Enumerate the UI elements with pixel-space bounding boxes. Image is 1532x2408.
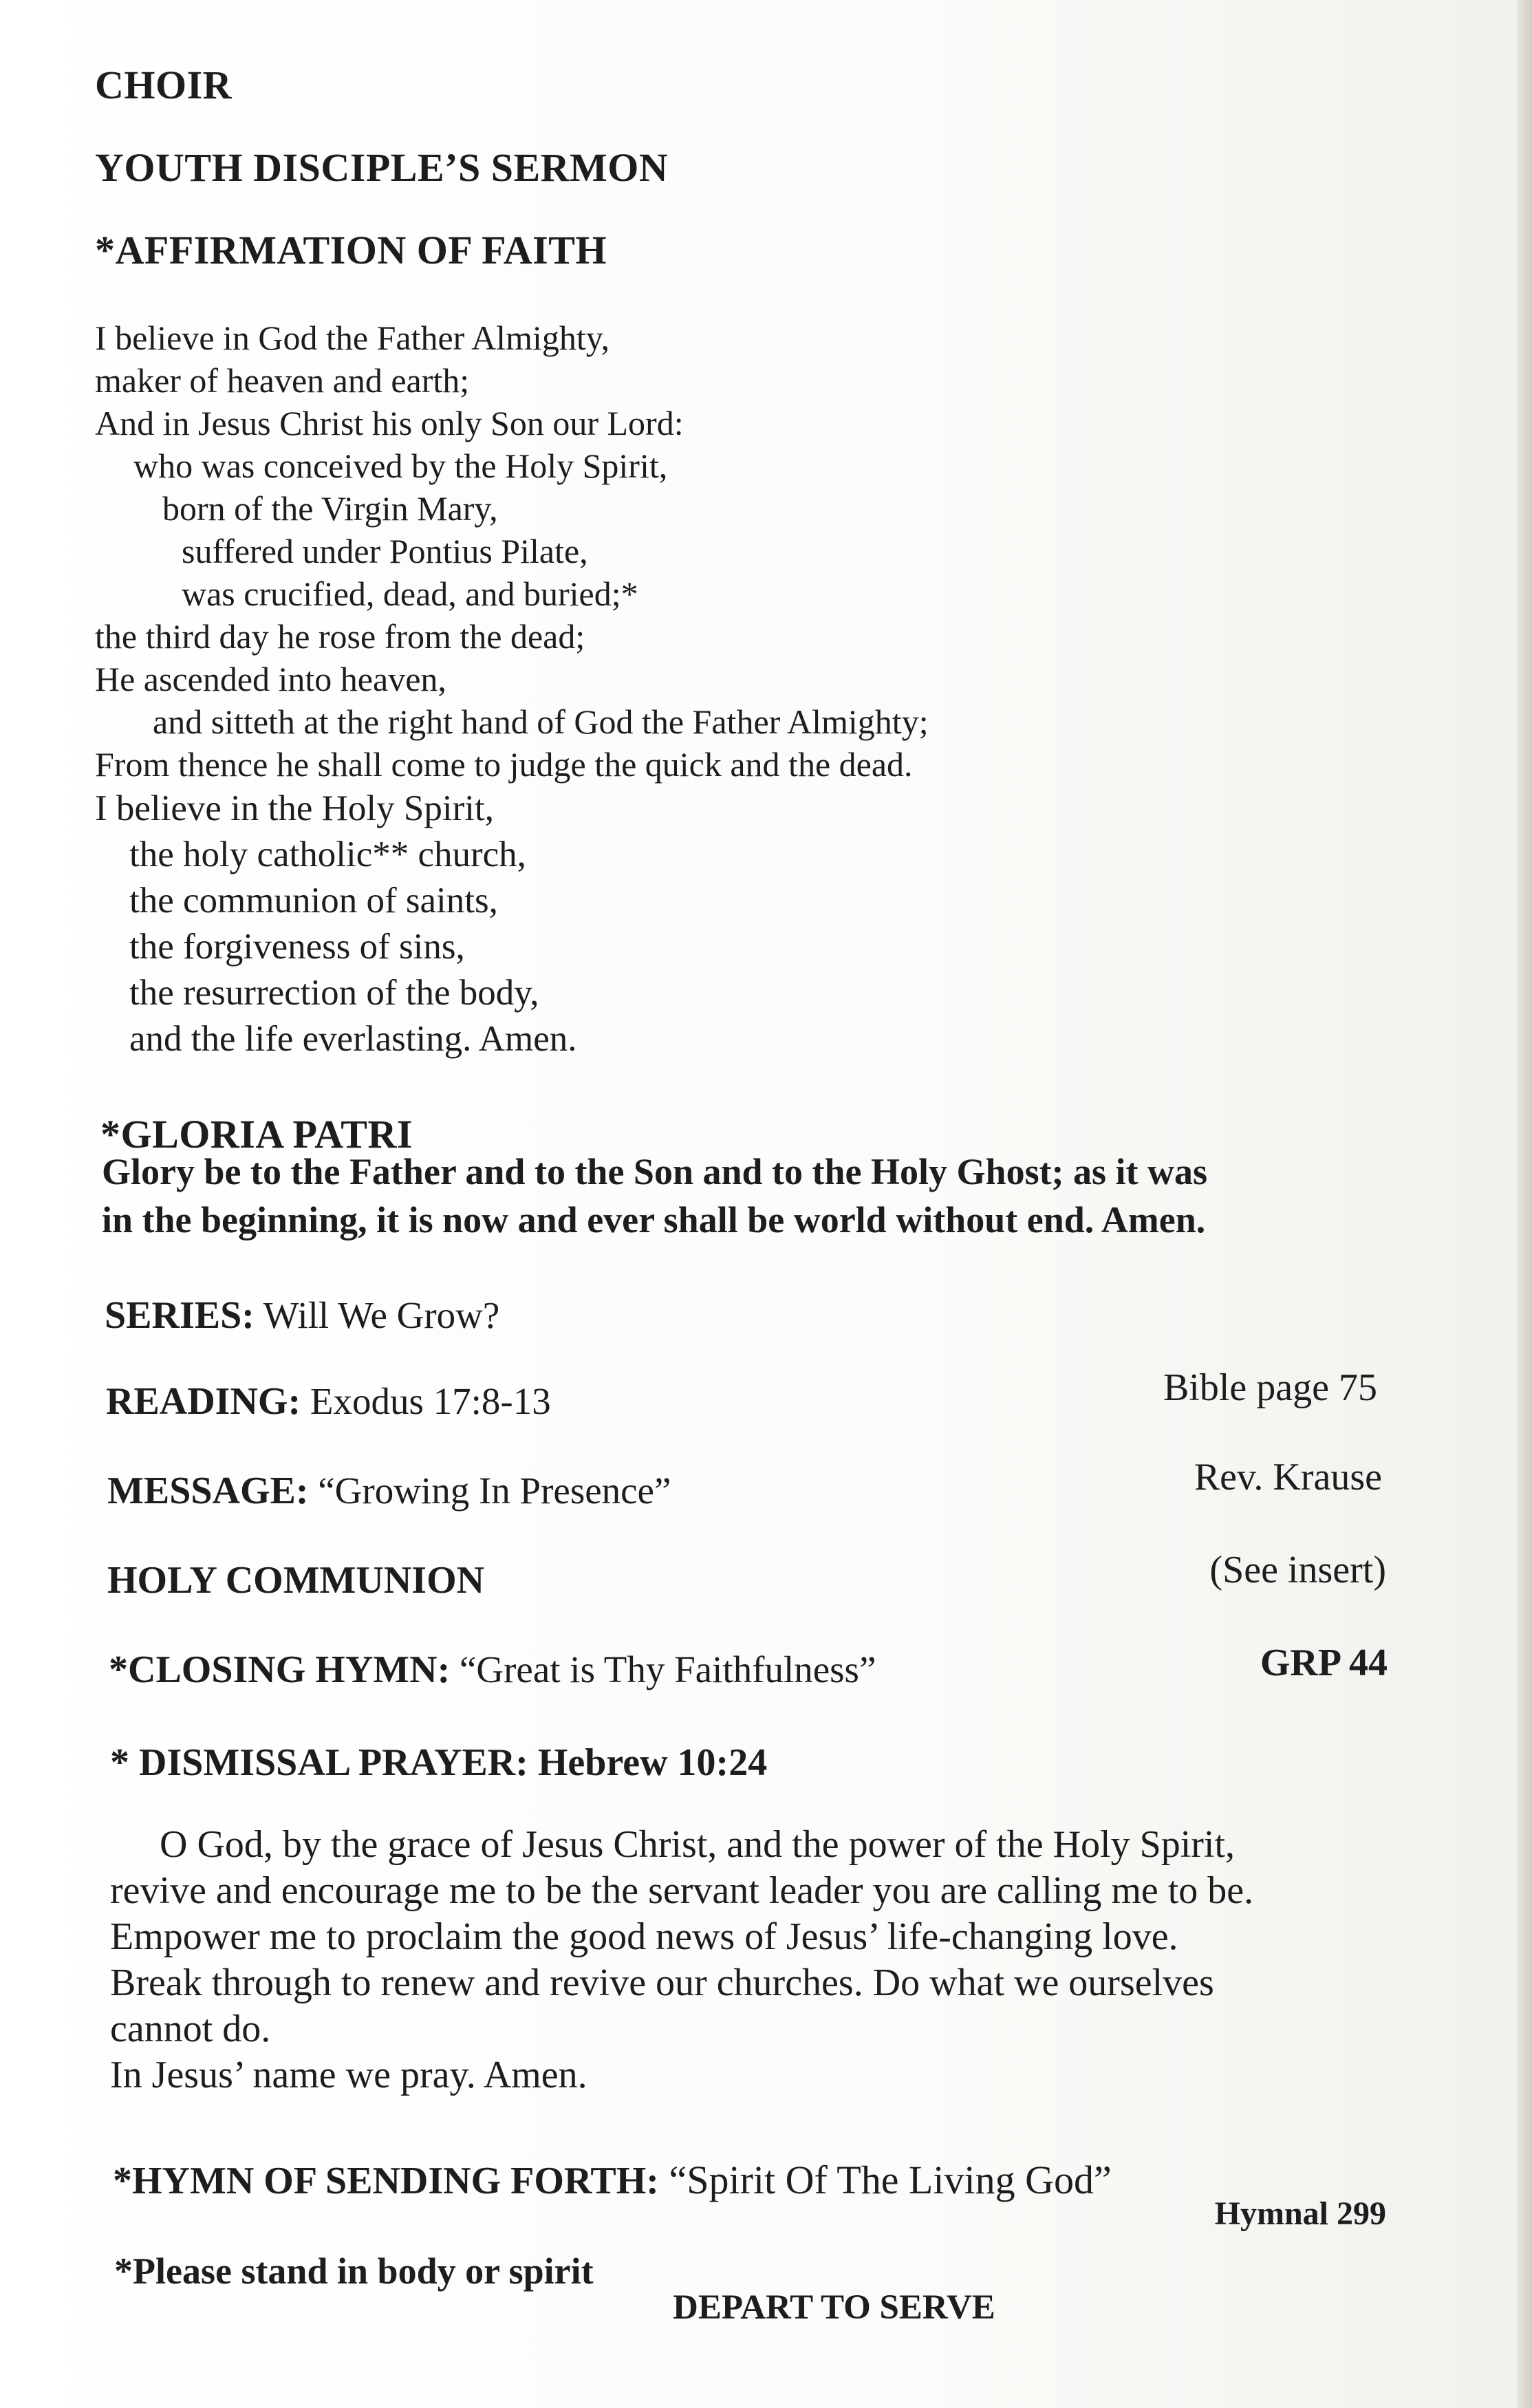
closing-hymn-number: GRP 44 bbox=[1260, 1642, 1388, 1684]
reading-label: READING: bbox=[106, 1380, 301, 1423]
dismissal-prayer-text bbox=[110, 1822, 1253, 2098]
creed-line: the forgiveness of sins, bbox=[129, 927, 465, 967]
heading-youth-sermon: YOUTH DISCIPLE’S SERMON bbox=[95, 145, 669, 190]
creed-line: I believe in the Holy Spirit, bbox=[95, 788, 494, 828]
creed-line: who was conceived by the Holy Spirit, bbox=[133, 447, 668, 485]
closing-hymn-row bbox=[109, 1648, 876, 1692]
creed-line: suffered under Pontius Pilate, bbox=[182, 532, 588, 570]
message-preacher: Rev. Krause bbox=[1194, 1456, 1382, 1498]
sending-hymn-label: *HYMN OF SENDING FORTH: bbox=[113, 2160, 659, 2202]
dismissal-prayer-heading: * DISMISSAL PRAYER: Hebrew 10:24 bbox=[110, 1741, 768, 1784]
reading-value: Exodus 17:8-13 bbox=[301, 1380, 551, 1422]
creed-line: and sitteth at the right hand of God the Father Almighty; bbox=[153, 702, 929, 741]
message-value: “Growing In Presence” bbox=[308, 1470, 671, 1512]
holy-communion-note: (See insert) bbox=[1209, 1549, 1386, 1591]
closing-hymn-label: *CLOSING HYMN: bbox=[109, 1648, 451, 1691]
gloria-patri-text bbox=[102, 1148, 1207, 1244]
prayer-line: Empower me to proclaim the good news of Jesus’ life-changing love. bbox=[110, 1915, 1178, 1958]
gloria-line: in the beginning, it is now and ever shall be world without end. Amen. bbox=[102, 1199, 1206, 1240]
prayer-line: O God, by the grace of Jesus Christ, and the power of the Holy Spirit, bbox=[160, 1823, 1236, 1866]
series-value: Will We Grow? bbox=[254, 1294, 500, 1336]
creed-line: He ascended into heaven, bbox=[95, 660, 446, 698]
creed-line: the communion of saints, bbox=[129, 881, 498, 921]
creed-line: the holy catholic** church, bbox=[129, 835, 526, 874]
creed-line: And in Jesus Christ his only Son our Lord: bbox=[95, 404, 684, 442]
series-row bbox=[105, 1293, 499, 1337]
creed-line: maker of heaven and earth; bbox=[95, 361, 470, 400]
sending-hymn-title: “Spirit Of The Living God” bbox=[658, 2158, 1112, 2202]
page-edge bbox=[1517, 0, 1532, 2408]
closing-hymn-title: “Great is Thy Faithfulness” bbox=[450, 1648, 876, 1690]
creed-line: the resurrection of the body, bbox=[129, 973, 539, 1013]
creed-line: the third day he rose from the dead; bbox=[95, 617, 585, 656]
message-label: MESSAGE: bbox=[107, 1470, 309, 1512]
sending-hymn-row bbox=[113, 2157, 1112, 2203]
creed-block-2 bbox=[95, 786, 577, 1062]
gloria-line: Glory be to the Father and to the Son and to the Holy Ghost; as it was bbox=[102, 1151, 1208, 1192]
heading-gloria-patri: *GLORIA PATRI bbox=[100, 1112, 413, 1157]
creed-block bbox=[95, 316, 929, 786]
creed-line: and the life everlasting. Amen. bbox=[129, 1019, 577, 1059]
creed-line: born of the Virgin Mary, bbox=[162, 489, 498, 528]
stand-note: *Please stand in body or spirit bbox=[114, 2250, 594, 2292]
series-label: SERIES: bbox=[105, 1294, 255, 1337]
holy-communion-label: HOLY COMMUNION bbox=[107, 1559, 485, 1602]
creed-line: From thence he shall come to judge the quick and the dead. bbox=[95, 745, 913, 784]
heading-choir: CHOIR bbox=[95, 63, 233, 107]
prayer-line: Break through to renew and revive our churches. Do what we ourselves bbox=[110, 1961, 1214, 2004]
prayer-line: cannot do. bbox=[110, 2008, 271, 2050]
reading-bible-page: Bible page 75 bbox=[1163, 1366, 1377, 1409]
prayer-line: revive and encourage me to be the servant leader you are calling me to be. bbox=[110, 1869, 1254, 1912]
creed-line: was crucified, dead, and buried;* bbox=[182, 574, 638, 613]
creed-line: I believe in God the Father Almighty, bbox=[95, 319, 609, 357]
heading-affirmation-of-faith: *AFFIRMATION OF FAITH bbox=[95, 228, 607, 272]
sending-hymn-number: Hymnal 299 bbox=[1214, 2195, 1386, 2232]
prayer-line: In Jesus’ name we pray. Amen. bbox=[110, 2054, 587, 2096]
depart-to-serve: DEPART TO SERVE bbox=[673, 2288, 995, 2327]
message-row bbox=[107, 1469, 671, 1513]
reading-row bbox=[106, 1379, 551, 1423]
